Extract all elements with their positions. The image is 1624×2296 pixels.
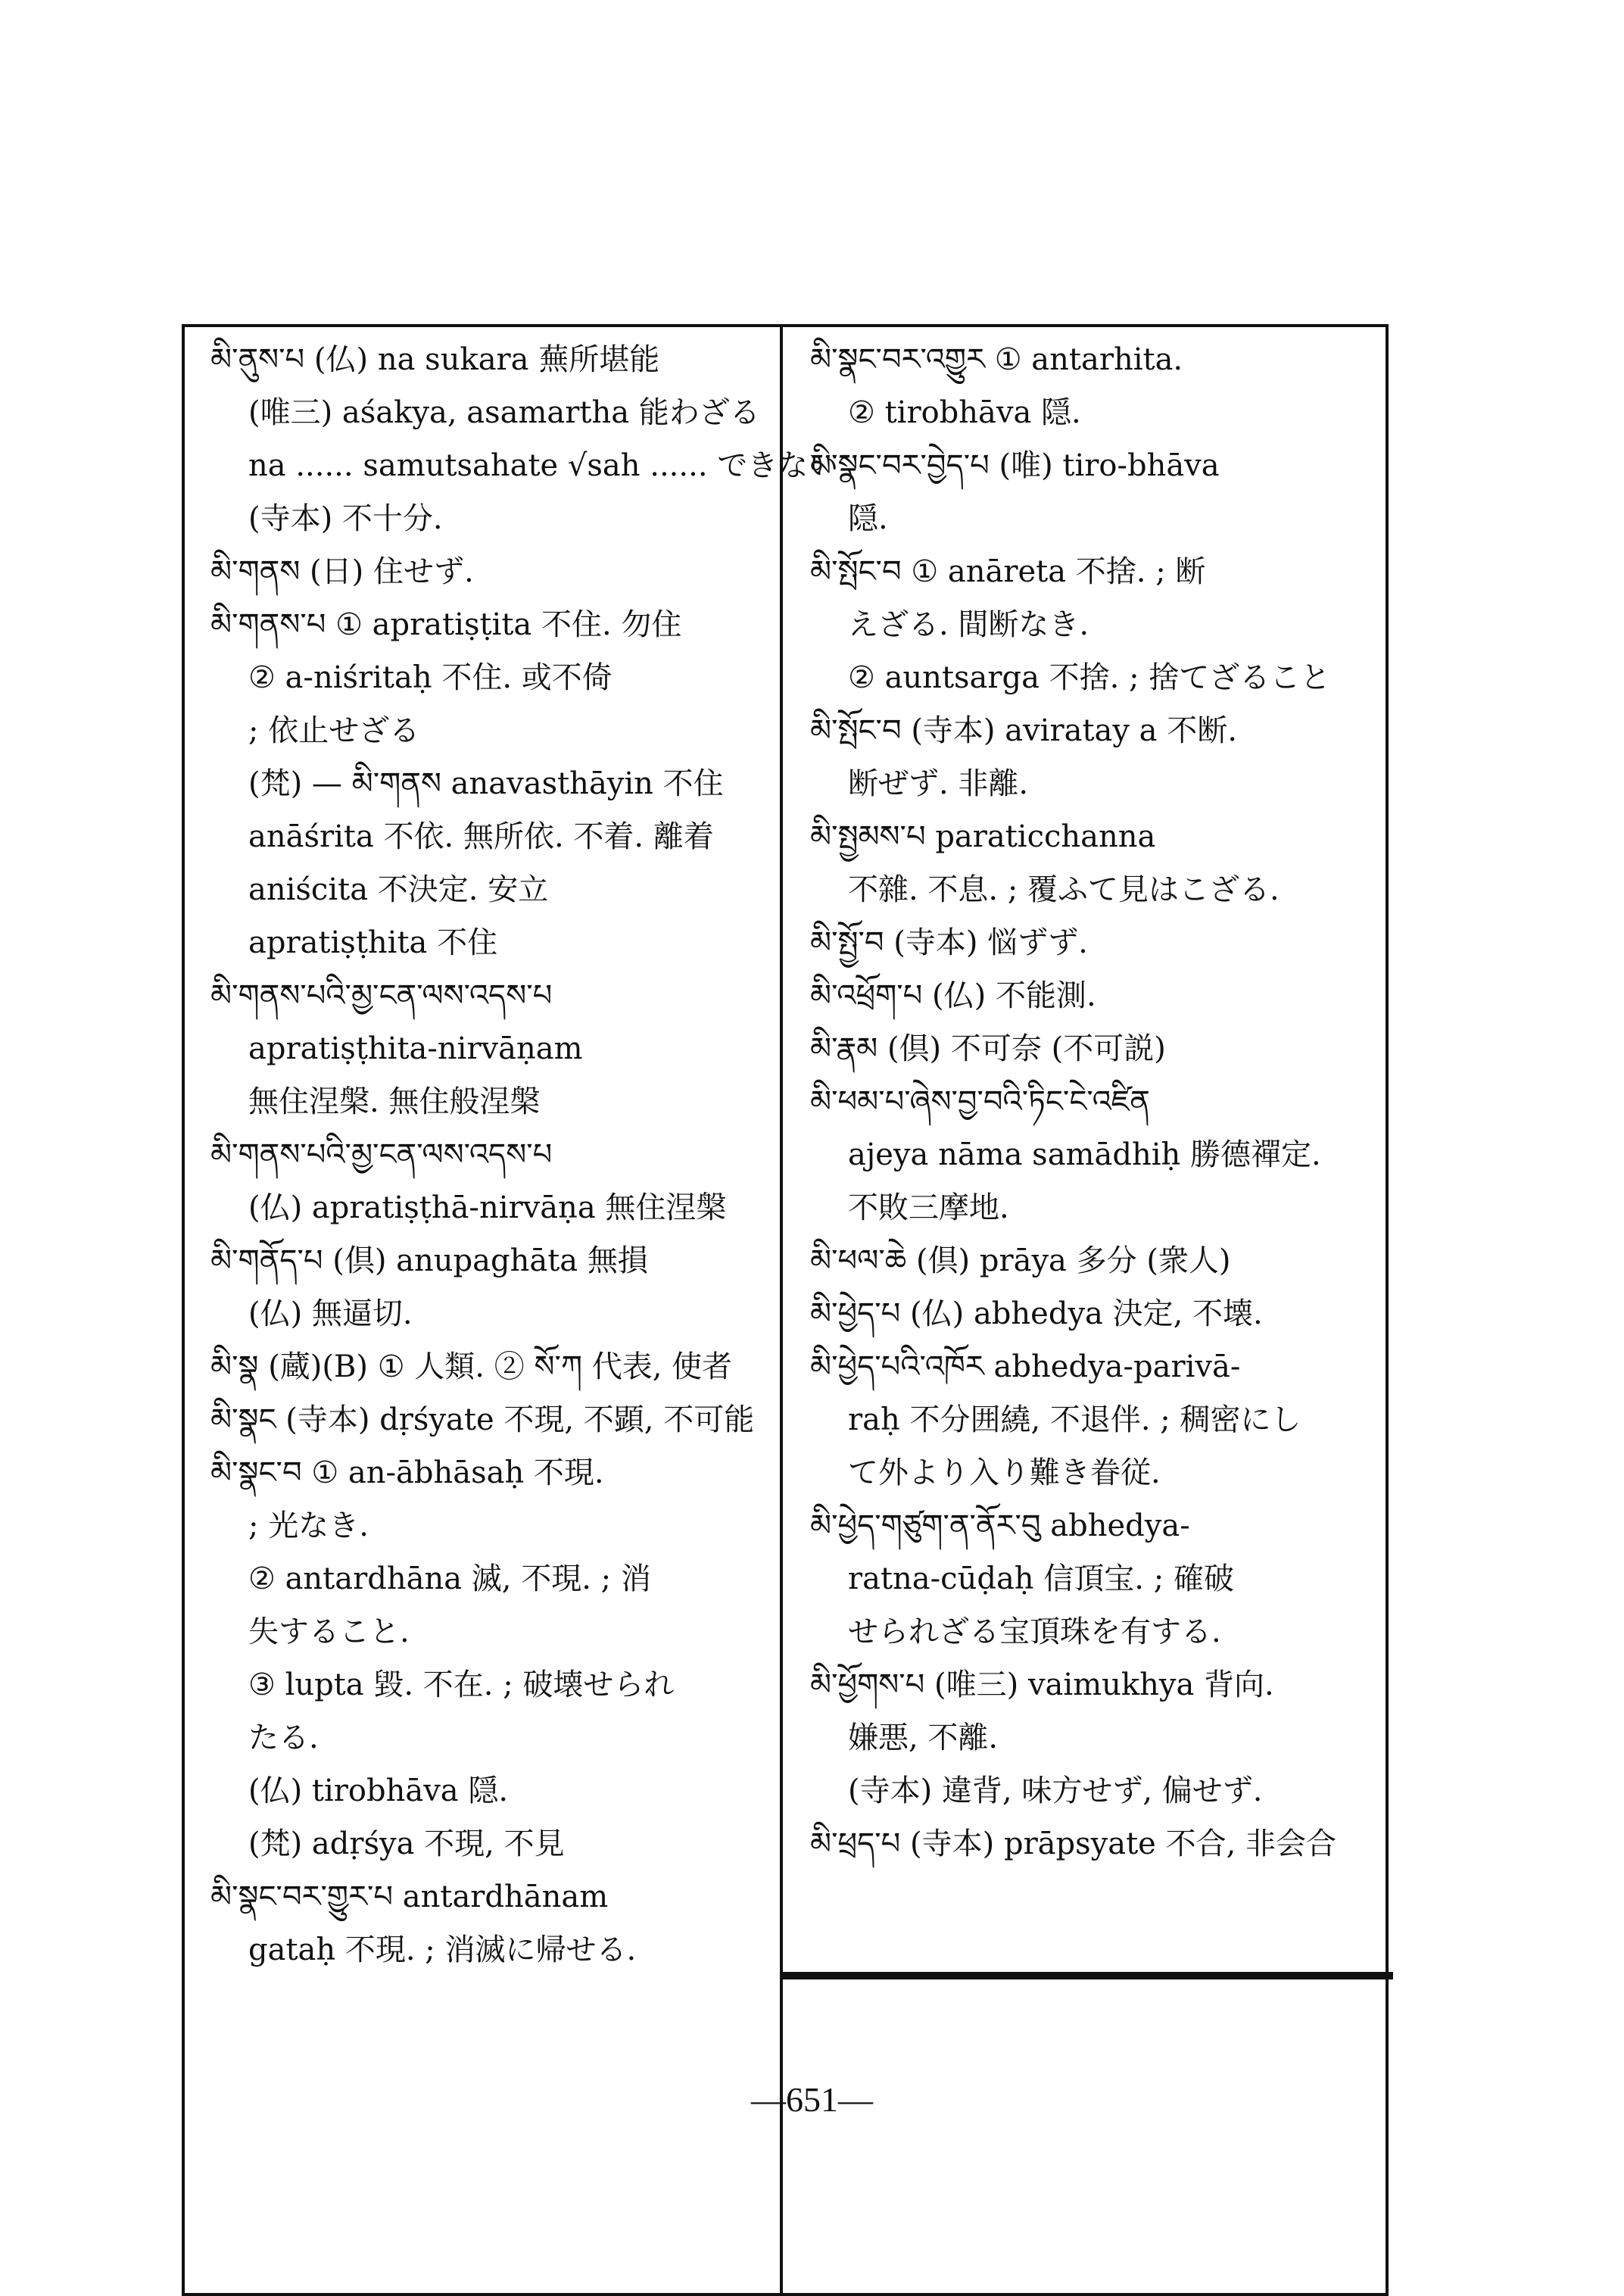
dictionary-entry (210, 1446, 771, 1870)
entry-definition-line: apratiṣṭhita 不住 (248, 925, 498, 960)
entry-definition-line: ② antardhāna 滅, 不現. ; 消 (248, 1561, 651, 1596)
dictionary-entry (210, 1393, 771, 1446)
dictionary-entry (810, 1340, 1378, 1499)
entry-definition-line: 不雜. 不息. ; 覆ふて見はこざる. (848, 872, 1280, 907)
dictionary-entry (810, 704, 1378, 810)
entry-definition-line: 隠. (848, 501, 888, 536)
dictionary-entry (210, 333, 839, 545)
entry-definition-line: (仏) tirobhāva 隠. (248, 1773, 509, 1808)
entry-headword-line: མི་གནས་པ ① apratiṣṭita 不住. 勿住 (210, 607, 682, 642)
entry-definition-line: ③ lupta 毀. 不在. ; 破壊せられ (248, 1667, 675, 1702)
entry-definition-line: na ...... samutsahate √sah ...... できない (248, 448, 839, 483)
entry-definition-line: (梵) adṛśya 不現, 不見 (248, 1827, 565, 1861)
entry-headword-line: མི་སྤོང་བ (寺本) aviratay a 不断. (810, 713, 1237, 748)
dictionary-entry (810, 1287, 1378, 1340)
entry-definition-line: (寺本) 不十分. (248, 501, 443, 536)
entry-headword-line: མི་སྤྱོ་བ (寺本) 悩ずず. (810, 925, 1088, 960)
dictionary-entry (210, 545, 771, 598)
entry-definition-line: ② tirobhāva 隠. (848, 395, 1081, 430)
entry-headword-line: མི་རྣམ (倶) 不可奈 (不可説) (810, 1031, 1166, 1066)
entry-definition-line: えざる. 間断なき. (848, 607, 1089, 642)
dictionary-entry (810, 439, 1378, 545)
entry-definition-line: ; 光なき. (248, 1508, 369, 1543)
entry-definition-line: gataḥ 不現. ; 消滅に帰せる. (248, 1933, 637, 1967)
entry-headword-line: མི་ཕྱེད་པ (仏) abhedya 決定, 不壊. (810, 1296, 1263, 1331)
dictionary-entry (210, 1128, 771, 1234)
entry-definition-line: anāśrita 不依. 無所依. 不着. 離着 (248, 819, 714, 854)
entry-headword-line: མི་སྣང་བ ① an-ābhāsaḥ 不現. (210, 1455, 604, 1490)
entry-headword-line: མི་ཕྲད་པ (寺本) prāpsyate 不合, 非会合 (810, 1827, 1337, 1861)
entry-headword-line: མི་གནས (日) 住せず. (210, 554, 474, 589)
dictionary-entry (810, 1022, 1378, 1075)
dictionary-entry (810, 1658, 1378, 1817)
entry-headword-line: མི་སྣང་བར་བྱེད་པ (唯) tiro-bhāva (810, 448, 1220, 483)
dictionary-entry (210, 969, 771, 1128)
entry-headword-line: མི་སྣང (寺本) dṛśyate 不現, 不顕, 不可能 (210, 1402, 755, 1437)
entry-headword-line: མི་སྣ (蔵)(B) ① 人類. ② སོ་ཀ 代表, 使者 (210, 1349, 733, 1384)
dictionary-entry (810, 1817, 1378, 1870)
entry-definition-line: 嫌悪, 不離. (848, 1720, 999, 1755)
bottom-rule (780, 1972, 1393, 1979)
dictionary-entry (810, 1234, 1378, 1287)
entry-definition-line: ; 依止せざる (248, 713, 420, 748)
entry-definition-line: aniścita 不決定. 安立 (248, 872, 549, 907)
page-number: —651— (751, 2080, 873, 2119)
right-column (810, 333, 1378, 1870)
entry-definition-line: (仏) 無逼切. (248, 1296, 413, 1331)
entry-definition-line: たる. (248, 1720, 319, 1755)
entry-headword-line: མི་ནུས་པ (仏) na sukara 蕪所堪能 (210, 342, 660, 377)
dictionary-entry (810, 545, 1378, 704)
dictionary-entry (210, 598, 771, 969)
entry-definition-line: apratiṣṭhita-nirvāṇam (248, 1031, 583, 1066)
dictionary-entry (810, 1075, 1378, 1234)
entry-definition-line: 失すること. (248, 1614, 410, 1649)
entry-definition-line: ② auntsarga 不捨. ; 捨てざること (848, 660, 1331, 695)
entry-headword-line: མི་གནས་པའི་མྱ་ངན་ལས་འདས་པ (210, 1137, 553, 1172)
entry-definition-line: 断ぜず. 非離. (848, 766, 1029, 801)
entry-headword-line: མི་ཕྱེད་པའི་འཁོར abhedya-parivā- (810, 1349, 1241, 1384)
entry-headword-line: མི་སྣང་བར་གྱུར་པ antardhānam (210, 1880, 609, 1914)
dictionary-entry (210, 1234, 771, 1340)
dictionary-entry (210, 1870, 771, 1976)
entry-headword-line: མི་ཕམ་པ་ཞེས་བྱ་བའི་ཏིང་ངེ་འཛིན (810, 1084, 1150, 1119)
entry-definition-line: 不敗三摩地. (848, 1190, 1009, 1225)
entry-headword-line: མི་གནས་པའི་མྱ་ངན་ལས་འདས་པ (210, 978, 553, 1013)
entry-definition-line: て外より入り難き眷従. (848, 1455, 1161, 1490)
entry-headword-line: མི་འཕྲོག་པ (仏) 不能測. (810, 978, 1096, 1013)
entry-headword-line: མི་སྤྱམས་པ paraticchanna (810, 819, 1156, 854)
entry-headword-line: མི་སྤོང་བ ① anāreta 不捨. ; 断 (810, 554, 1206, 589)
left-column (210, 333, 839, 1976)
entry-headword-line: མི་ཕྱོགས་པ (唯三) vaimukhya 背向. (810, 1667, 1274, 1702)
entry-definition-line: せられざる宝頂珠を有する. (848, 1614, 1221, 1649)
dictionary-entry (810, 969, 1378, 1022)
dictionary-entry (810, 916, 1378, 969)
dictionary-entry (210, 1340, 771, 1393)
entry-definition-line: (唯三) aśakya, asamartha 能わざる (248, 395, 760, 430)
entry-definition-line: raḥ 不分囲繞, 不退伴. ; 稠密にし (848, 1402, 1301, 1437)
entry-definition-line: ② a-niśritaḥ 不住. 或不倚 (248, 660, 613, 695)
dictionary-entry (810, 333, 1378, 439)
entry-definition-line: 無住涅槃. 無住般涅槃 (248, 1084, 541, 1119)
entry-headword-line: མི་ཕྱེད་གཙུག་ན་ནོར་བུ abhedya- (810, 1508, 1190, 1543)
entry-definition-line: (寺本) 違背, 味方せず, 偏せず. (848, 1773, 1263, 1808)
entry-definition-line: ratna-cūḍaḥ 信頂宝. ; 確破 (848, 1561, 1234, 1596)
entry-definition-line: ajeya nāma samādhiḥ 勝德禪定. (848, 1137, 1321, 1172)
entry-headword-line: མི་སྣང་བར་འགྱུར ① antarhita. (810, 342, 1183, 377)
entry-headword-line: མི་གནོད་པ (倶) anupaghāta 無損 (210, 1243, 648, 1278)
entry-definition-line: (仏) apratiṣṭhā-nirvāṇa 無住涅槃 (248, 1190, 727, 1225)
dictionary-entry (810, 1499, 1378, 1658)
entry-definition-line: (梵) — མི་གནས anavasthāyin 不住 (248, 766, 724, 801)
column-divider (780, 324, 783, 2296)
entry-headword-line: མི་ཕལ་ཆེ (倶) prāya 多分 (衆人) (810, 1243, 1231, 1278)
dictionary-entry (810, 810, 1378, 916)
